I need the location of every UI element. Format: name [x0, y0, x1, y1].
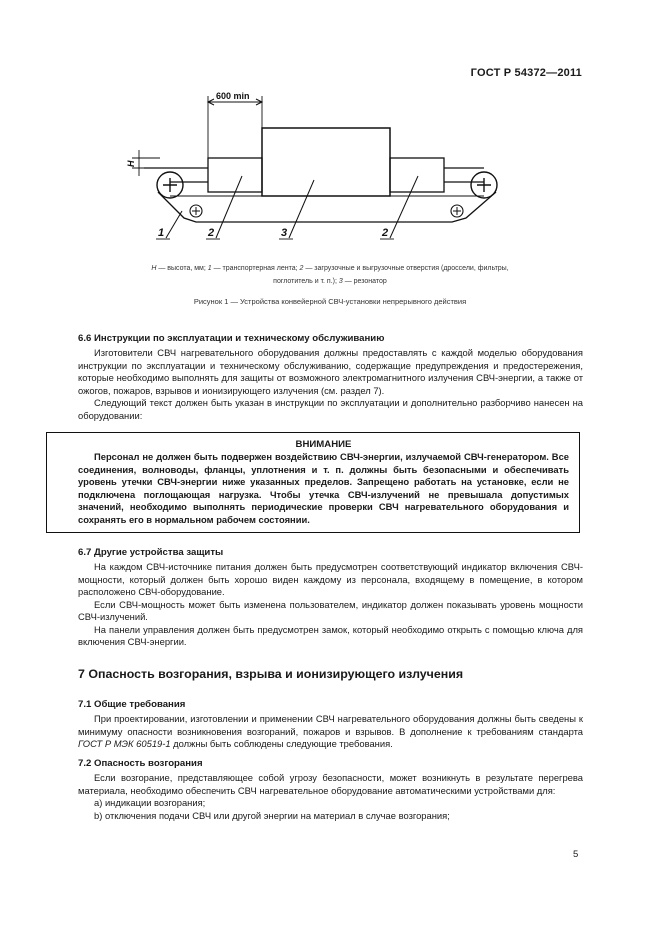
- heading-7: 7 Опасность возгорания, взрыва и ионизирующего излучения: [78, 667, 464, 681]
- paragraph: На каждом СВЧ-источнике питания должен быть предусмотрен соответствующий индикатор включения СВЧ-мощности, который должен быть хорошо виден каждому из персонала, входящему в помещение, в котором расположено СВЧ-оборудование.: [78, 561, 583, 597]
- list-item: b) отключения подачи СВЧ или другой энергии на материал в случае возгорания;: [94, 809, 450, 821]
- heading-6-7: 6.7 Другие устройства защиты: [78, 547, 224, 558]
- inlet-opening: [208, 158, 262, 192]
- heading-7-1: 7.1 Общие требования: [78, 699, 186, 710]
- section-6-6-body: [78, 347, 583, 422]
- resonator: [262, 128, 390, 196]
- paragraph: Если СВЧ-мощность может быть изменена пользователем, индикатор должен показывать уровень мощности СВЧ-излучений.: [78, 598, 583, 622]
- section-7-1-body: [78, 713, 583, 751]
- warning-text: Персонал не должен быть подвержен воздействию СВЧ-энергии, излучаемой СВЧ-генератором. Все соединения, волноводы, фланцы, уплотнения и т. п. должны быть безопасными и обеспечивать уровень утечки СВЧ-энергии ниже указанных пределов. Запрещено работать на установке, если не подключена поглощающая нагрузка. Чтобы утечка СВЧ-излучений не превышала допустимых значений, необходимо выполнять периодические проверки СВЧ нагревательного оборудования и сохранять его в нормальном рабочем состоянии.: [78, 451, 569, 525]
- h-label: H: [126, 160, 136, 167]
- standard-reference: ГОСТ Р МЭК 60519-1: [78, 738, 171, 749]
- section-7-2-body: [78, 772, 583, 822]
- heading-6-6: 6.6 Инструкции по эксплуатации и техническому обслуживанию: [78, 333, 385, 344]
- paragraph: Изготовители СВЧ нагревательного оборудования должны предоставлять с каждой моделью оборудования инструкции по эксплуатации и техническому обслуживанию, содержащие предупреждения и предостережения, которые необходимо выполнять для защиты от возможного электромагнитного излучения СВЧ-энергии, а также от ожогов, пожаров, взрывов и ионизирующего излучения (см. раздел 7).: [78, 347, 583, 396]
- page-number: 5: [573, 849, 579, 860]
- callout-2-right: 2: [382, 227, 389, 239]
- callout-1: 1: [158, 227, 165, 239]
- dimension-label: 600 min: [216, 91, 250, 101]
- heading-7-2: 7.2 Опасность возгорания: [78, 758, 203, 769]
- list-item: a) индикации возгорания;: [94, 797, 206, 808]
- figure-legend: H — высота, мм; 1 — транспортерная лента; 2 — загрузочные и выгрузочные отверстия (дроссели, фильтры, поглотитель и т. п.); 3 — резонатор: [151, 265, 509, 285]
- paragraph: Следующий текст должен быть указан в инструкции по эксплуатации и дополнительно разборчиво нанесен на оборудовании:: [78, 397, 583, 421]
- conveyor-diagram: [0, 84, 661, 254]
- standard-code: ГОСТ Р 54372—2011: [470, 67, 582, 79]
- outlet-opening: [390, 158, 444, 192]
- paragraph: Если возгорание, представляющее собой угрозу безопасности, может возникнуть в результате перегрева материала, необходимо обеспечить СВЧ нагревательное оборудование автоматическими устройствами для:: [78, 772, 583, 796]
- paragraph: При проектировании, изготовлении и применении СВЧ нагревательного оборудования должны быть сведены к минимуму опасности возникновения возгораний, пожаров и взрывов. В дополнение к требованиям стандарта ГОСТ Р МЭК 60519-1 должны быть соблюдены следующие требования.: [78, 713, 583, 749]
- paragraph: На панели управления должен быть предусмотрен замок, который необходимо открыть с помощью ключа для включения СВЧ-энергии.: [78, 623, 583, 647]
- callout-2-left: 2: [208, 227, 215, 239]
- callout-3: 3: [281, 227, 288, 239]
- warning-title: ВНИМАНИЕ: [295, 439, 352, 450]
- warning-box: [46, 432, 580, 533]
- section-6-7-body: [78, 561, 583, 649]
- figure-title: Рисунок 1 — Устройства конвейерной СВЧ-установки непрерывного действия: [193, 297, 467, 306]
